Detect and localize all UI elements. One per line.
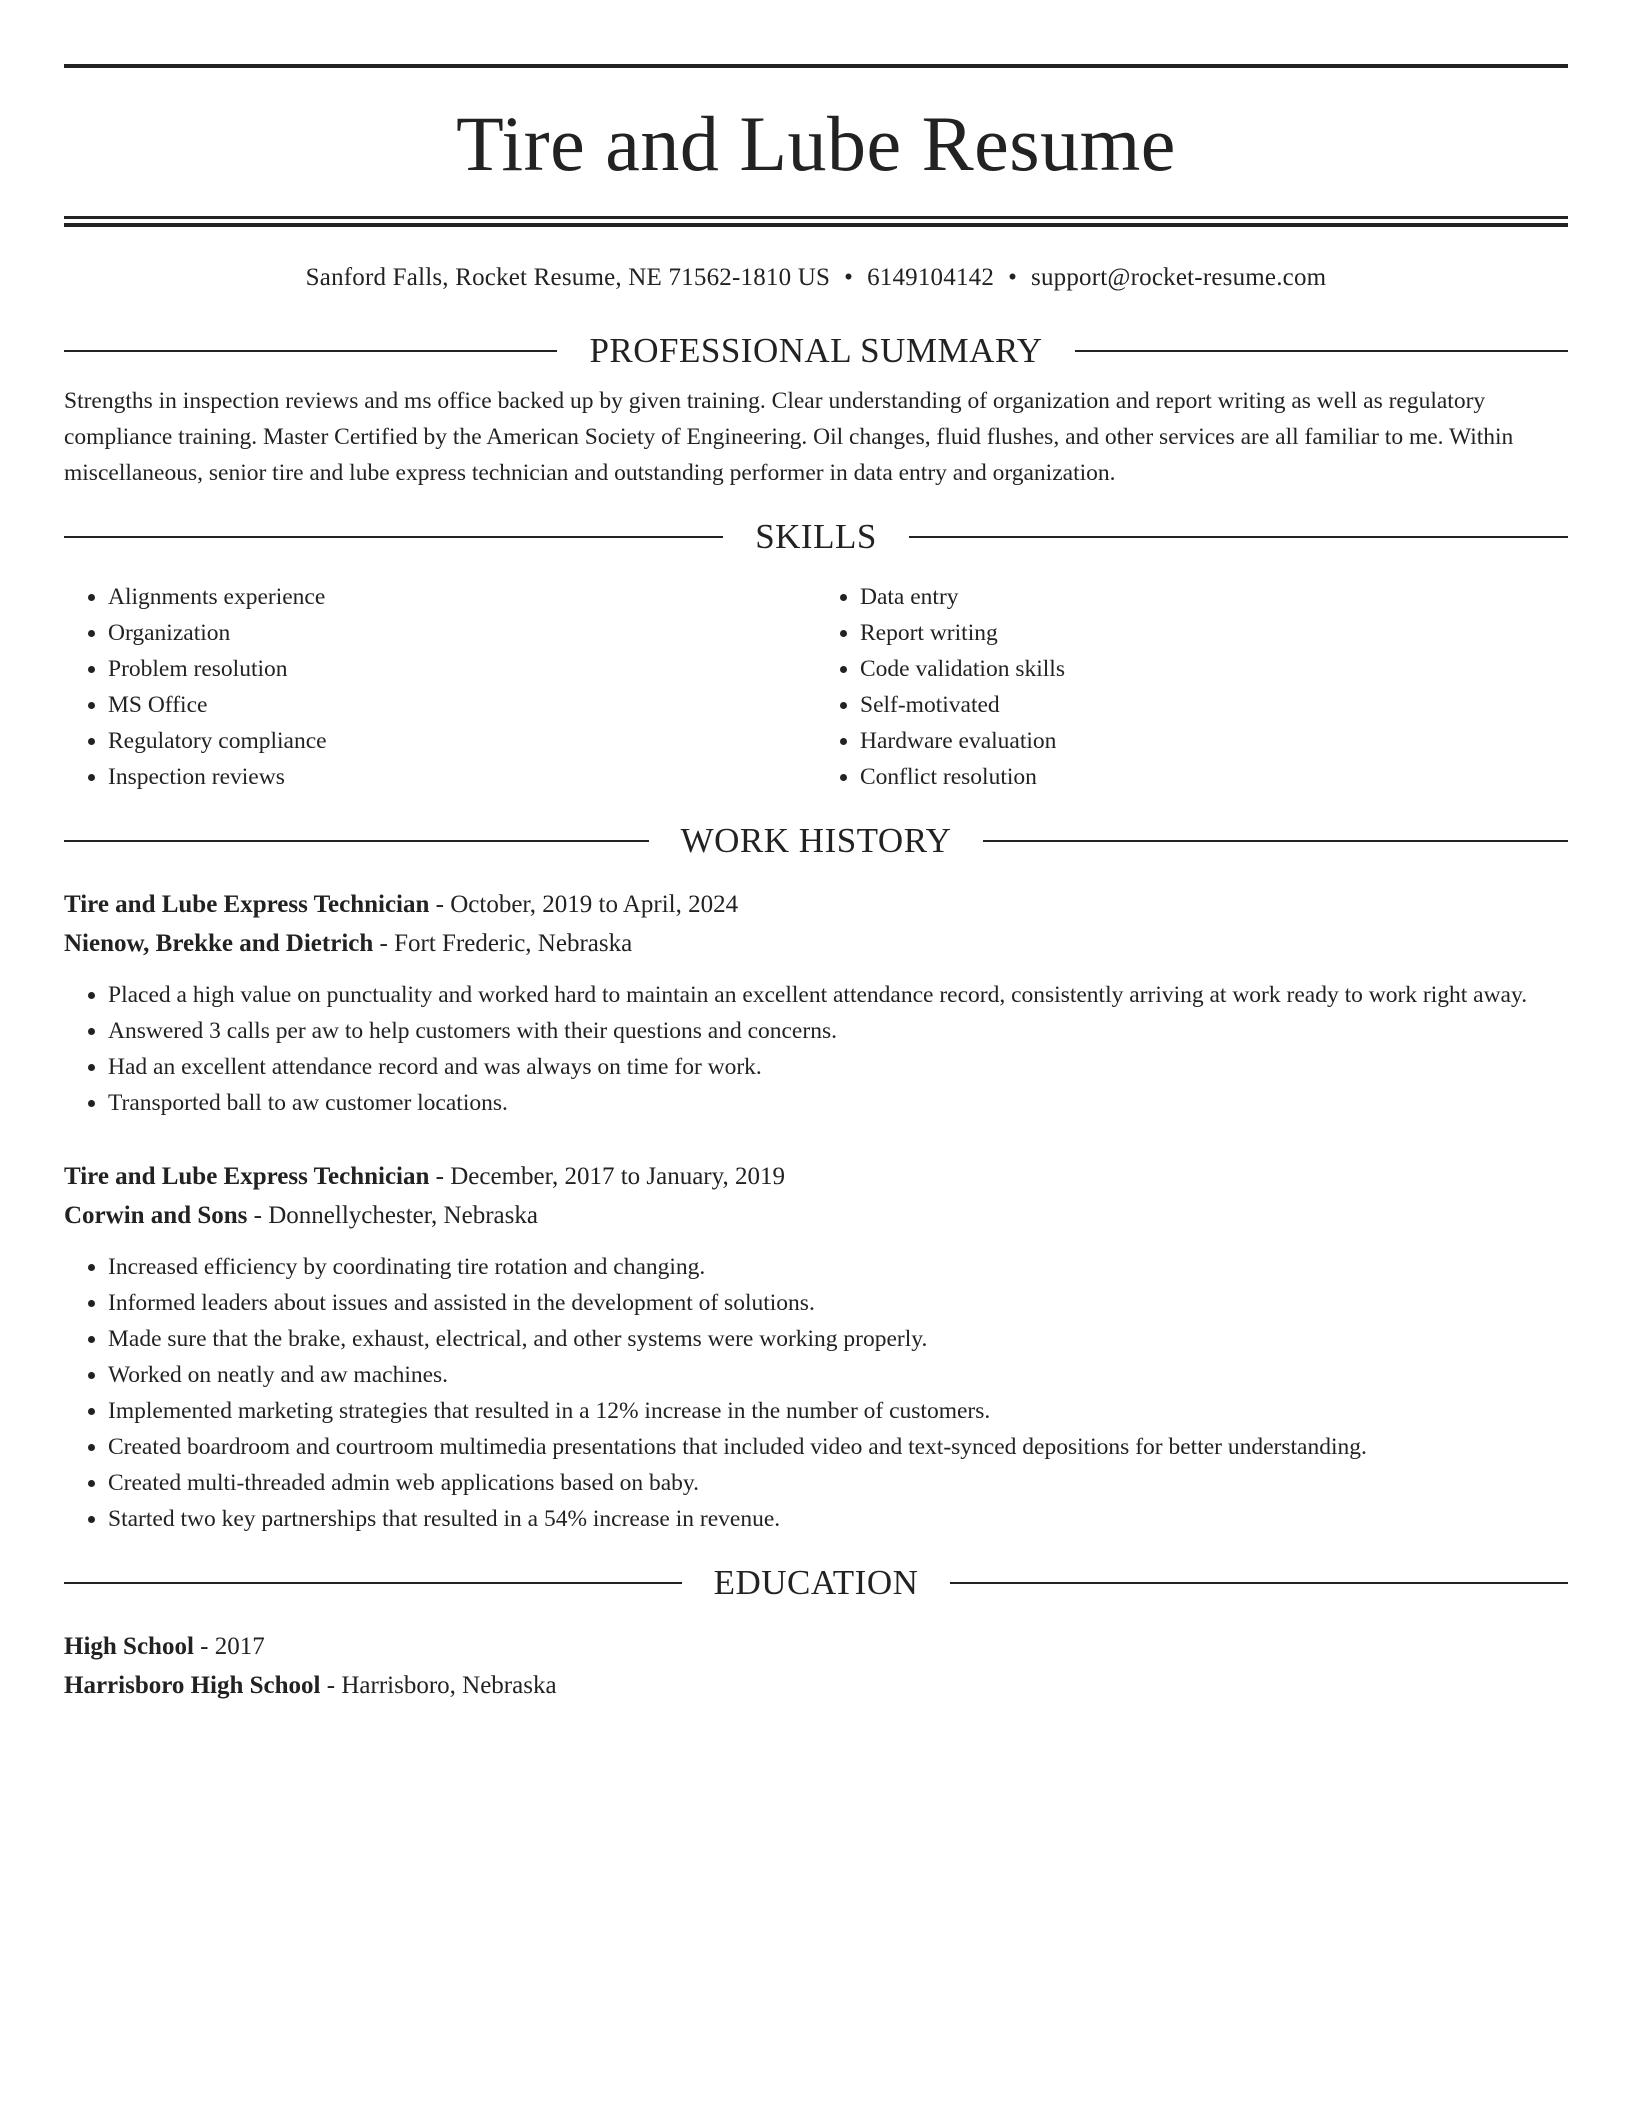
section-rule-right xyxy=(1075,350,1568,352)
contact-phone: 6149104142 xyxy=(867,264,995,291)
summary-section-header xyxy=(64,331,1568,371)
contact-line xyxy=(64,263,1568,293)
education-year: - 2017 xyxy=(193,1633,265,1660)
education-school: Harrisboro High School xyxy=(64,1672,321,1699)
skills-section-title: SKILLS xyxy=(755,517,877,556)
job-company: Corwin and Sons xyxy=(64,1202,248,1229)
top-rule xyxy=(64,64,1568,68)
contact-address: Sanford Falls, Rocket Resume, NE 71562-1810 US xyxy=(305,264,831,291)
job-bullet: • Worked on neatly and aw machines. xyxy=(108,1357,1568,1393)
skill-item: • Code validation skills xyxy=(860,651,1568,687)
job-entry xyxy=(64,1157,1568,1537)
job-bullet: • Started two key partnerships that resulted in a 54% increase in revenue. xyxy=(108,1501,1568,1537)
job-bullet: • Created multi-threaded admin web applications based on baby. xyxy=(108,1465,1568,1501)
education-school-line xyxy=(64,1666,1568,1705)
contact-email: support@rocket-resume.com xyxy=(1031,264,1327,291)
education-entry xyxy=(64,1627,1568,1705)
skills-list-left xyxy=(64,579,816,795)
work-section-title: WORK HISTORY xyxy=(680,821,952,860)
title-double-rule xyxy=(64,216,1568,227)
education-degree: High School xyxy=(64,1633,194,1660)
job-title-line xyxy=(64,885,1568,924)
section-rule-left xyxy=(64,350,557,352)
contact-separator: • xyxy=(844,264,854,291)
job-dates: - December, 2017 to January, 2019 xyxy=(429,1163,786,1190)
education-location: - Harrisboro, Nebraska xyxy=(320,1672,557,1699)
skill-item: • Alignments experience xyxy=(108,579,816,615)
section-rule-left xyxy=(64,536,723,538)
job-bullet: • Transported ball to aw customer locations. xyxy=(108,1085,1568,1121)
skills-columns xyxy=(64,579,1568,795)
page-title: Tire and Lube Resume xyxy=(456,100,1176,187)
job-company-line xyxy=(64,924,1568,963)
job-title: Tire and Lube Express Technician xyxy=(64,891,430,918)
skill-item: • MS Office xyxy=(108,687,816,723)
section-rule-right xyxy=(909,536,1568,538)
job-bullets xyxy=(64,977,1568,1121)
job-bullet: • Increased efficiency by coordinating tire rotation and changing. xyxy=(108,1249,1568,1285)
skill-item: • Conflict resolution xyxy=(860,759,1568,795)
job-bullet: • Placed a high value on punctuality and worked hard to maintain an excellent attendance record, consistently arriving at work ready to work right away. xyxy=(108,977,1568,1013)
skill-item: • Organization xyxy=(108,615,816,651)
summary-section-title: PROFESSIONAL SUMMARY xyxy=(589,331,1043,370)
job-bullet: • Informed leaders about issues and assisted in the development of solutions. xyxy=(108,1285,1568,1321)
job-bullet: • Made sure that the brake, exhaust, electrical, and other systems were working properly. xyxy=(108,1321,1568,1357)
job-bullet: • Implemented marketing strategies that resulted in a 12% increase in the number of customers. xyxy=(108,1393,1568,1429)
contact-separator: • xyxy=(1008,264,1018,291)
job-bullets xyxy=(64,1249,1568,1537)
work-section-header xyxy=(64,821,1568,861)
skill-item: • Data entry xyxy=(860,579,1568,615)
section-rule-left xyxy=(64,1582,682,1584)
skill-item: • Hardware evaluation xyxy=(860,723,1568,759)
skill-item: • Inspection reviews xyxy=(108,759,816,795)
job-location: - Fort Frederic, Nebraska xyxy=(373,930,633,957)
job-bullet: • Had an excellent attendance record and was always on time for work. xyxy=(108,1049,1568,1085)
education-section-title: EDUCATION xyxy=(713,1563,919,1602)
skill-item: • Problem resolution xyxy=(108,651,816,687)
job-title-line xyxy=(64,1157,1568,1196)
job-company-line xyxy=(64,1196,1568,1235)
resume-page xyxy=(64,64,1568,1705)
job-company: Nienow, Brekke and Dietrich xyxy=(64,930,374,957)
summary-text: Strengths in inspection reviews and ms office backed up by given training. Clear understanding of organization and report writing as well as regulatory compliance training. Master Certified by the American Society of Engineering. Oil changes, fluid flushes, and other services are all familiar to me. Within miscellaneous, senior tire and lube express technician and outstanding performer in data entry and organization. xyxy=(64,388,1514,486)
job-bullet: • Created boardroom and courtroom multimedia presentations that included video and text-synced depositions for better understanding. xyxy=(108,1429,1568,1465)
section-rule-left xyxy=(64,840,649,842)
education-degree-line xyxy=(64,1627,1568,1666)
section-rule-right xyxy=(950,1582,1568,1584)
skills-section-header xyxy=(64,517,1568,557)
skills-list-right xyxy=(816,579,1568,795)
section-rule-right xyxy=(983,840,1568,842)
skill-item: • Self-motivated xyxy=(860,687,1568,723)
education-section-header xyxy=(64,1563,1568,1603)
skill-item: • Report writing xyxy=(860,615,1568,651)
job-entry xyxy=(64,885,1568,1121)
job-bullet: • Answered 3 calls per aw to help customers with their questions and concerns. xyxy=(108,1013,1568,1049)
job-location: - Donnellychester, Nebraska xyxy=(247,1202,538,1229)
job-title: Tire and Lube Express Technician xyxy=(64,1163,430,1190)
skill-item: • Regulatory compliance xyxy=(108,723,816,759)
job-dates: - October, 2019 to April, 2024 xyxy=(429,891,739,918)
